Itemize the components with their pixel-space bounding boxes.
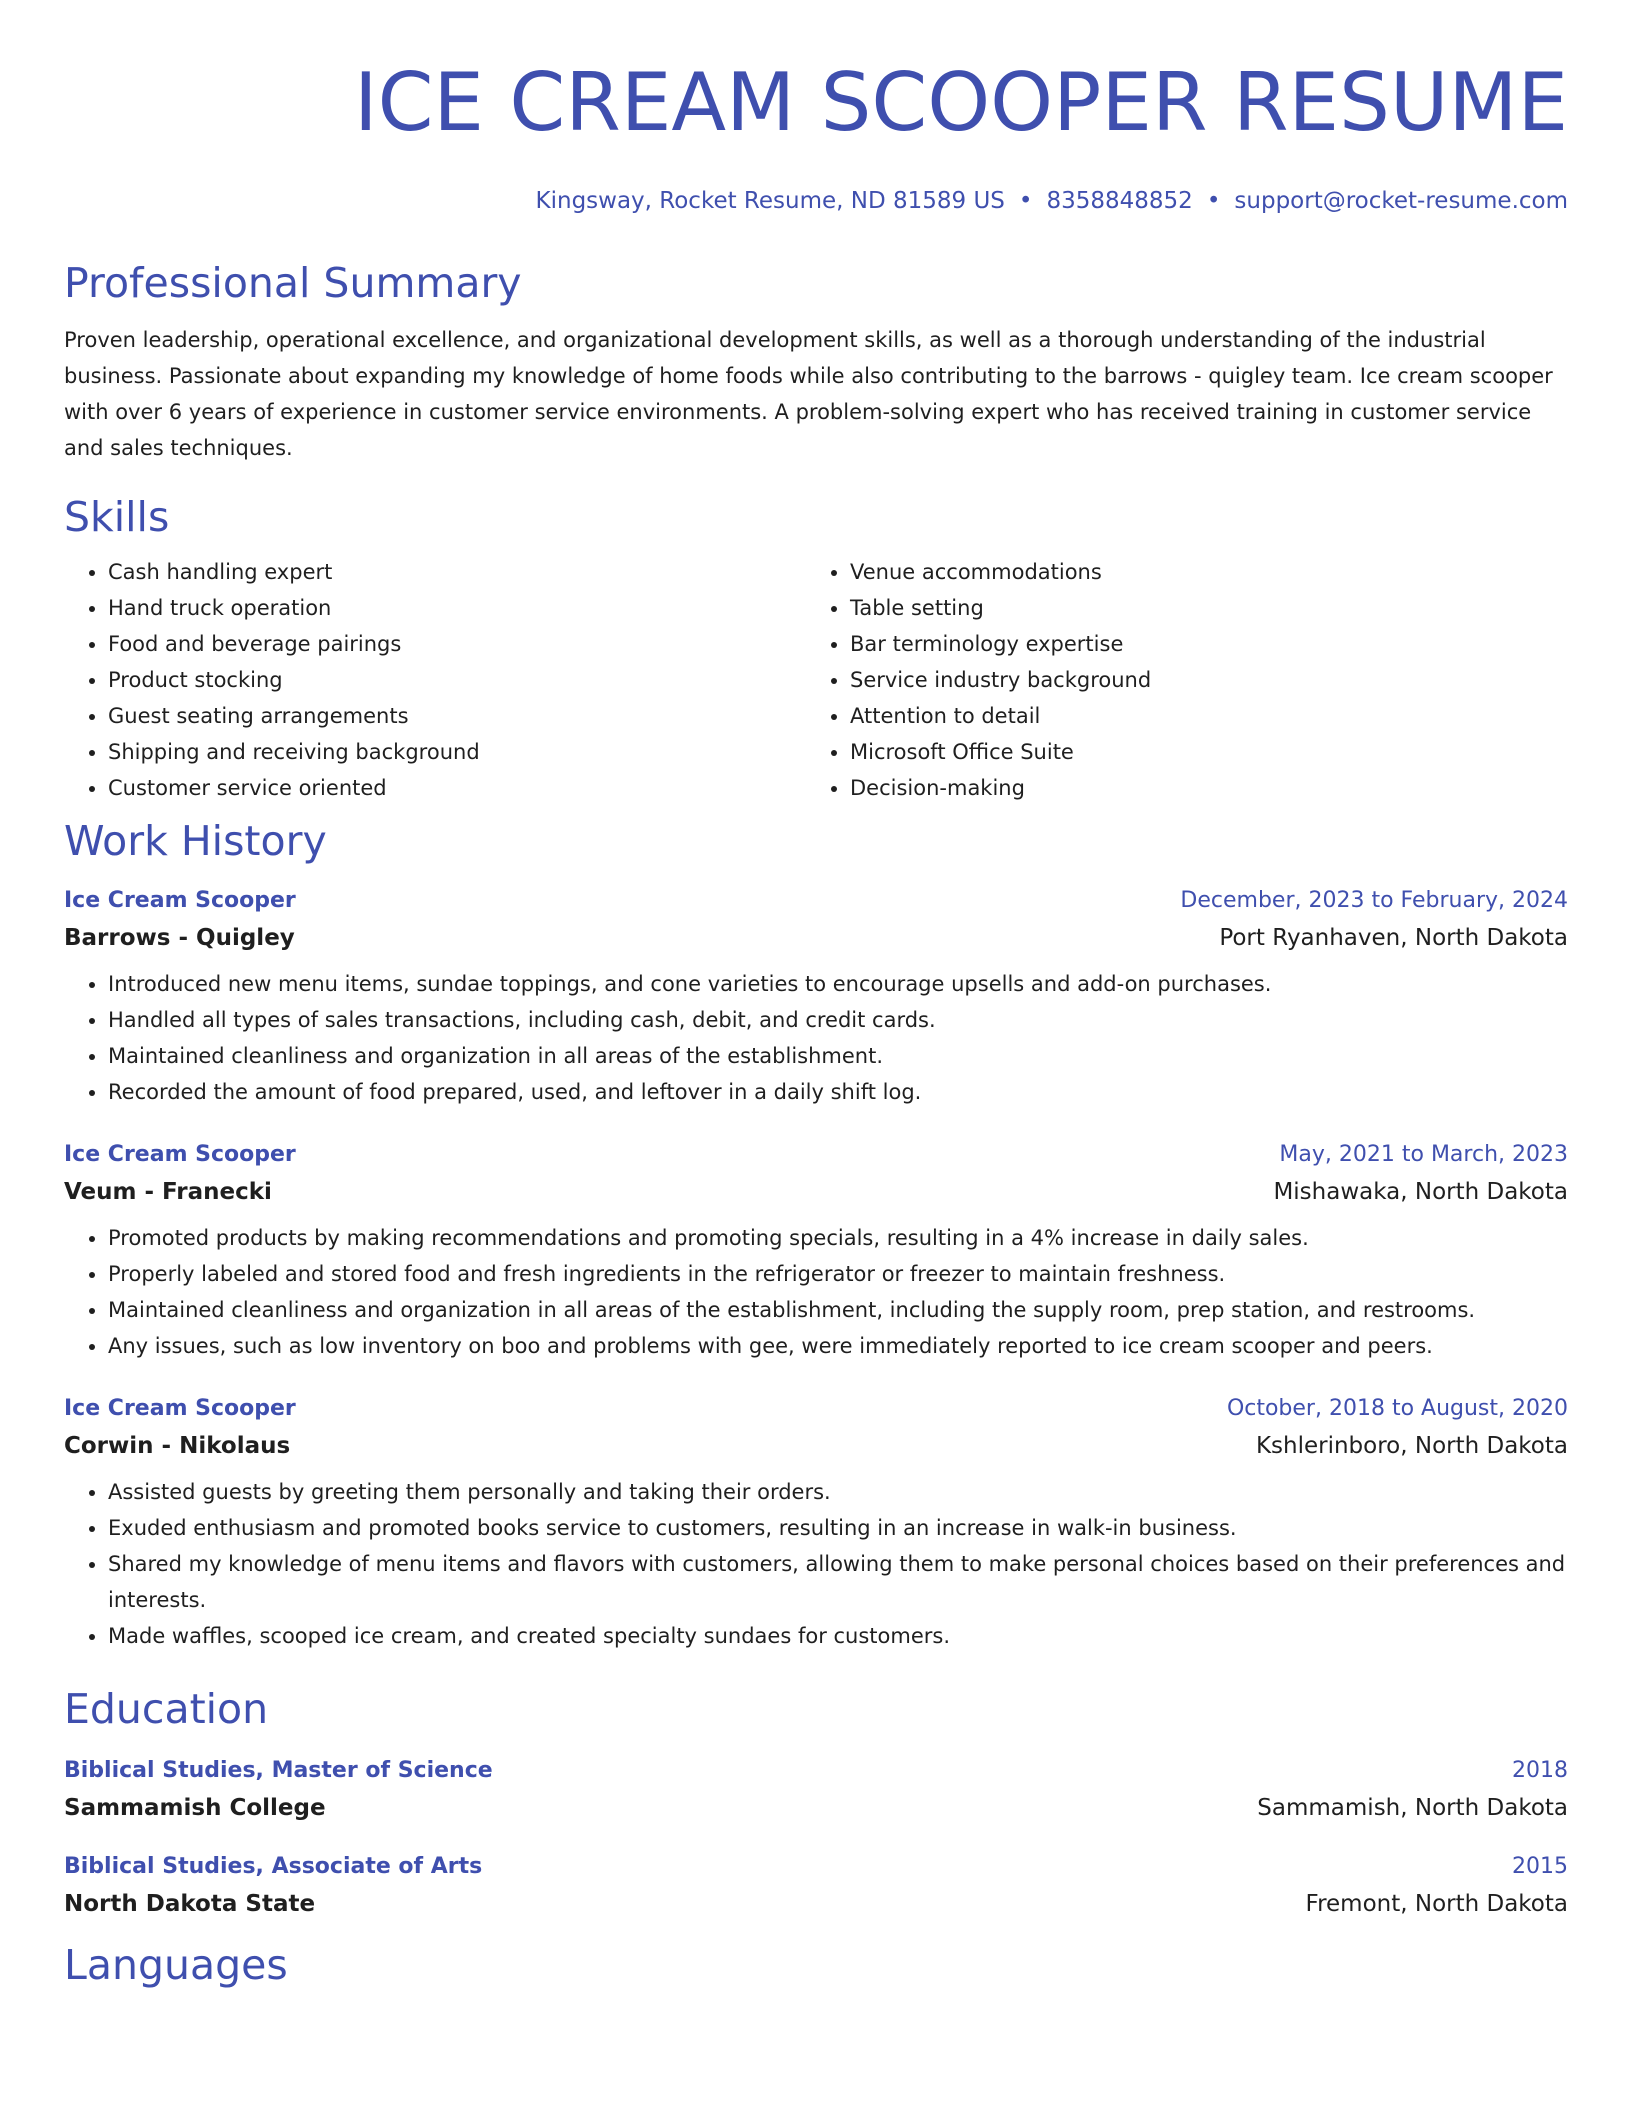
job-entry — [64, 886, 1568, 1110]
company-name: Corwin - Nikolaus — [64, 1433, 291, 1459]
phone-text: 8358848852 — [1046, 188, 1193, 214]
school-name: Sammamish College — [64, 1795, 326, 1821]
job-title: Ice Cream Scooper — [64, 888, 296, 913]
job-dates: October, 2018 to August, 2020 — [1226, 1396, 1568, 1421]
job-entry — [64, 1394, 1568, 1654]
school-location: Sammamish, North Dakota — [1257, 1795, 1568, 1821]
school-location: Fremont, North Dakota — [1305, 1891, 1568, 1917]
school-name: North Dakota State — [64, 1891, 316, 1917]
job-bullet: • Assisted guests by greeting them personally and taking their orders. — [108, 1474, 1568, 1510]
job-bullet: • Handled all types of sales transactions, including cash, debit, and credit cards. — [108, 1002, 1568, 1038]
degree-title: Biblical Studies, Master of Science — [64, 1758, 493, 1783]
work-history-heading: Work History — [64, 817, 327, 865]
job-bullet: • Exuded enthusiasm and promoted books service to customers, resulting in an increase in walk-in business. — [108, 1510, 1568, 1546]
job-title: Ice Cream Scooper — [64, 1396, 296, 1421]
skill-item: • Attention to detail — [850, 698, 1548, 734]
skill-item: • Shipping and receiving background — [108, 734, 806, 770]
contact-separator: • — [1206, 188, 1221, 214]
resume-header — [64, 0, 1568, 216]
job-location: Kshlerinboro, North Dakota — [1255, 1433, 1568, 1459]
summary-heading: Professional Summary — [64, 259, 522, 307]
job-dates: May, 2021 to March, 2023 — [1279, 1142, 1568, 1167]
job-bullets — [64, 1220, 1568, 1364]
skill-item: • Table setting — [850, 590, 1548, 626]
skills-list — [64, 554, 1568, 806]
contact-line — [64, 186, 1568, 216]
skill-item: • Customer service oriented — [108, 770, 806, 806]
education-entry — [64, 1756, 1568, 1826]
skill-item: • Bar terminology expertise — [850, 626, 1548, 662]
job-bullet: • Promoted products by making recommendations and promoting specials, resulting in a 4% increase in daily sales. — [108, 1220, 1568, 1256]
skill-item: • Hand truck operation — [108, 590, 806, 626]
job-bullets — [64, 1474, 1568, 1654]
job-title: Ice Cream Scooper — [64, 1142, 296, 1167]
job-dates: December, 2023 to February, 2024 — [1180, 888, 1568, 913]
summary-text: Proven leadership, operational excellence, and organizational development skills, as well as a thorough understanding of the industrial business. Passionate about expanding my knowledge of home foods while also contributing to the barrows - quigley team. Ice cream scooper with over 6 years of experience in customer service environments. A problem-solving expert who has received training in customer service and sales techniques. — [64, 328, 1553, 460]
job-bullet: • Any issues, such as low inventory on boo and problems with gee, were immediately reported to ice cream scooper and peers. — [108, 1328, 1568, 1364]
education-entry — [64, 1852, 1568, 1922]
job-bullet: • Maintained cleanliness and organization in all areas of the establishment, including the supply room, prep station, and restrooms. — [108, 1292, 1568, 1328]
skill-item: • Service industry background — [850, 662, 1548, 698]
skill-item: • Product stocking — [108, 662, 806, 698]
skill-item: • Venue accommodations — [850, 554, 1548, 590]
graduation-year: 2018 — [1512, 1758, 1568, 1783]
email-link[interactable]: support@rocket-resume.com — [1234, 188, 1568, 214]
job-bullet: • Maintained cleanliness and organization in all areas of the establishment. — [108, 1038, 1568, 1074]
skills-column-right — [806, 554, 1548, 806]
skill-item: • Cash handling expert — [108, 554, 806, 590]
skill-item: • Food and beverage pairings — [108, 626, 806, 662]
degree-title: Biblical Studies, Associate of Arts — [64, 1854, 483, 1879]
job-entry — [64, 1140, 1568, 1364]
job-bullet: • Introduced new menu items, sundae toppings, and cone varieties to encourage upsells and add-on purchases. — [108, 966, 1568, 1002]
skills-heading: Skills — [64, 493, 170, 541]
education-heading: Education — [64, 1685, 269, 1733]
company-name: Veum - Franecki — [64, 1179, 272, 1205]
skill-item: • Decision-making — [850, 770, 1548, 806]
job-bullet: • Properly labeled and stored food and fresh ingredients in the refrigerator or freezer to maintain freshness. — [108, 1256, 1568, 1292]
skill-item: • Microsoft Office Suite — [850, 734, 1548, 770]
languages-heading: Languages — [64, 1941, 288, 1989]
company-name: Barrows - Quigley — [64, 925, 295, 951]
address-text: Kingsway, Rocket Resume, ND 81589 US — [535, 188, 1005, 214]
job-bullet: • Shared my knowledge of menu items and flavors with customers, allowing them to make personal choices based on their preferences and interests. — [108, 1546, 1568, 1618]
job-bullets — [64, 966, 1568, 1110]
resume-title: ICE CREAM SCOOPER RESUME — [353, 56, 1568, 149]
job-location: Port Ryanhaven, North Dakota — [1219, 925, 1568, 951]
skill-item: • Guest seating arrangements — [108, 698, 806, 734]
job-bullet: • Recorded the amount of food prepared, used, and leftover in a daily shift log. — [108, 1074, 1568, 1110]
graduation-year: 2015 — [1512, 1854, 1568, 1879]
job-location: Mishawaka, North Dakota — [1273, 1179, 1568, 1205]
job-bullet: • Made waffles, scooped ice cream, and created specialty sundaes for customers. — [108, 1618, 1568, 1654]
skills-column-left — [64, 554, 806, 806]
contact-separator: • — [1018, 188, 1033, 214]
